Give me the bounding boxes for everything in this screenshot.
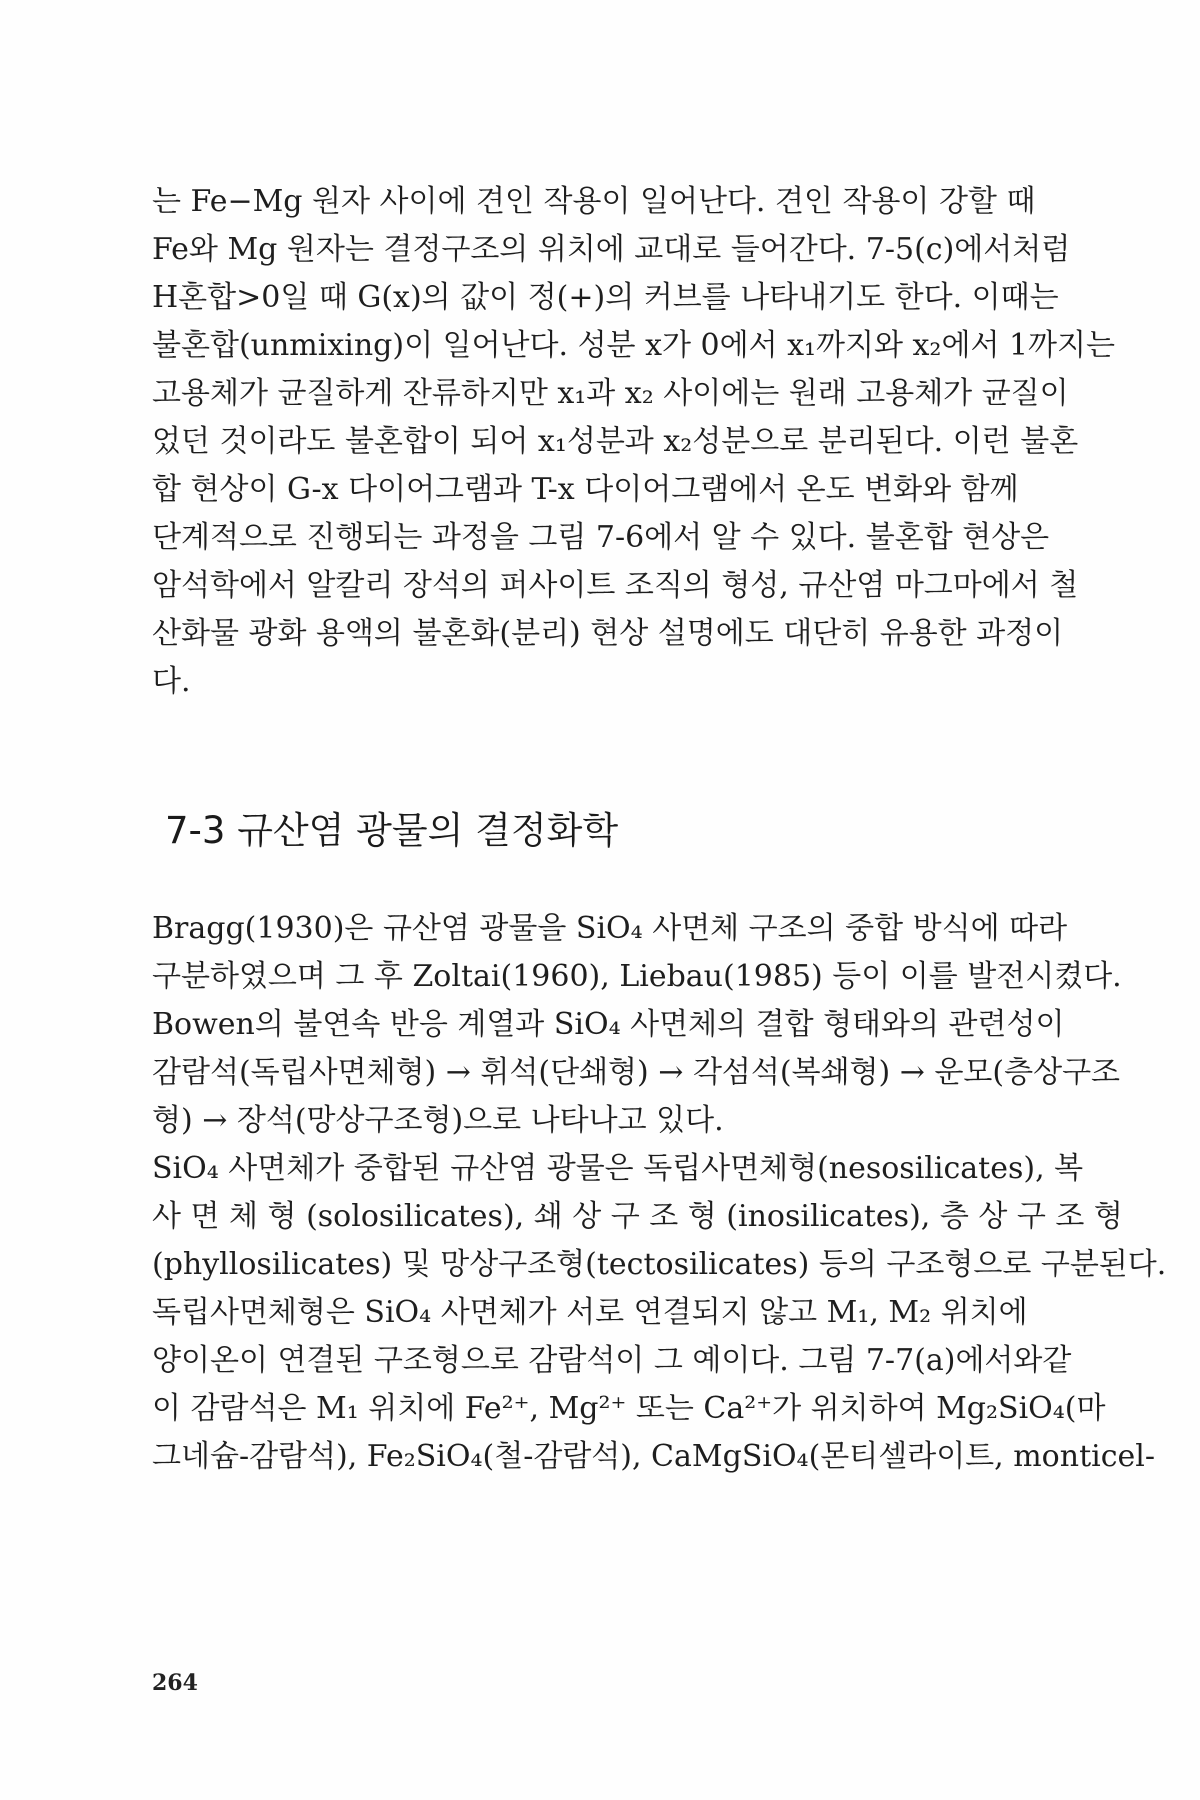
text-line: 감람석(독립사면체형) → 휘석(단쇄형) → 각섬석(복쇄형) → 운모(층상구조 xyxy=(152,1055,1121,1090)
text-line: 양이온이 연결된 구조형으로 감람석이 그 예이다. 그림 7-7(a)에서와같 xyxy=(152,1343,1072,1378)
text-line: 형) → 장석(망상구조형)으로 나타나고 있다. xyxy=(152,1103,724,1138)
text-line: 었던 것이라도 불혼합이 되어 x₁성분과 x₂성분으로 분리된다. 이런 불혼 xyxy=(152,424,1079,459)
text-line: Fe와 Mg 원자는 결정구조의 위치에 교대로 들어간다. 7-5(c)에서처럼 xyxy=(152,232,1071,267)
text-line: 구분하였으며 그 후 Zoltai(1960), Liebau(1985) 등이 이를 발전시켰다. xyxy=(152,959,1122,994)
text-line: 단계적으로 진행되는 과정을 그림 7-6에서 알 수 있다. 불혼합 현상은 xyxy=(152,520,1050,555)
text-line: 그네슘-감람석), Fe₂SiO₄(철-감람석), CaMgSiO₄(몬티셀라이트, monticel- xyxy=(152,1439,1156,1474)
paragraph-silicate-classification xyxy=(152,905,1167,1481)
paragraph-unmixing xyxy=(152,178,1115,706)
text-line: 합 현상이 G-x 다이어그램과 T-x 다이어그램에서 온도 변화와 함께 xyxy=(152,472,1019,507)
text-line: Bragg(1930)은 규산염 광물을 SiO₄ 사면체 구조의 중합 방식에 따라 xyxy=(152,911,1068,946)
page-number: 264 xyxy=(152,1670,198,1696)
text-line: 독립사면체형은 SiO₄ 사면체가 서로 연결되지 않고 M₁, M₂ 위치에 xyxy=(152,1295,1028,1330)
text-line: 사 면 체 형 (solosilicates), 쇄 상 구 조 형 (inosilicates), 층 상 구 조 형 xyxy=(152,1199,1123,1234)
text-line: 불혼합(unmixing)이 일어난다. 성분 x가 0에서 x₁까지와 x₂에서 1까지는 xyxy=(152,328,1115,363)
text-line: 이 감람석은 M₁ 위치에 Fe²⁺, Mg²⁺ 또는 Ca²⁺가 위치하여 Mg₂SiO₄(마 xyxy=(152,1391,1106,1426)
text-line: SiO₄ 사면체가 중합된 규산염 광물은 독립사면체형(nesosilicates), 복 xyxy=(152,1151,1084,1186)
text-line: 암석학에서 알칼리 장석의 퍼사이트 조직의 형성, 규산염 마그마에서 철 xyxy=(152,568,1079,603)
text-line: H혼합>0일 때 G(x)의 값이 정(+)의 커브를 나타내기도 한다. 이때는 xyxy=(152,280,1059,315)
text-line: Bowen의 불연속 반응 계열과 SiO₄ 사면체의 결합 형태와의 관련성이 xyxy=(152,1007,1065,1042)
text-line: (phyllosilicates) 및 망상구조형(tectosilicates) 등의 구조형으로 구분된다. xyxy=(152,1247,1167,1282)
text-line: 다. xyxy=(152,664,191,699)
text-line: 산화물 광화 용액의 불혼화(분리) 현상 설명에도 대단히 유용한 과정이 xyxy=(152,616,1064,651)
text-line: 고용체가 균질하게 잔류하지만 x₁과 x₂ 사이에는 원래 고용체가 균질이 xyxy=(152,376,1069,411)
text-line: 는 Fe−Mg 원자 사이에 견인 작용이 일어난다. 견인 작용이 강할 때 xyxy=(152,184,1036,219)
section-heading: 7-3 규산염 광물의 결정화학 xyxy=(165,809,619,852)
